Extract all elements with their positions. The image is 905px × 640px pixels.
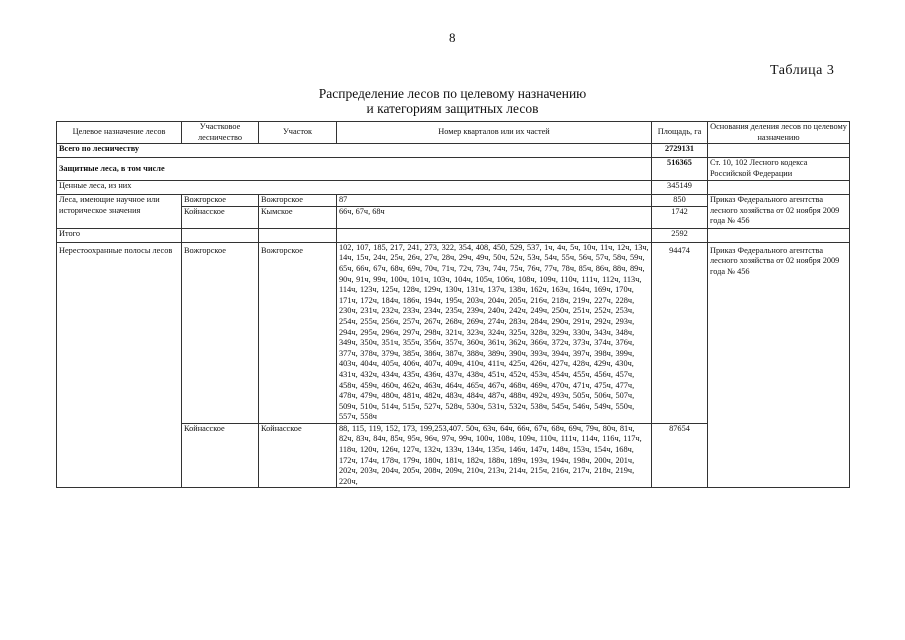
scientific-district-2: Койнасское xyxy=(182,206,259,228)
title-line-2: и категориям защитных лесов xyxy=(366,101,539,116)
valuable-area: 345149 xyxy=(652,181,708,195)
table-title xyxy=(0,86,905,116)
header-district: Участковое лесничество xyxy=(182,122,259,144)
spawning-area-2: 87654 xyxy=(652,423,708,488)
row-total xyxy=(57,144,850,158)
spawning-site-2: Койнасское xyxy=(259,423,337,488)
subtotal-area: 2592 xyxy=(652,228,708,242)
scientific-quarters-1: 87 xyxy=(337,195,652,207)
spawning-site-1: Вожгорское xyxy=(259,242,337,423)
scientific-label: Леса, имеющие научное или историческое значения xyxy=(57,195,182,229)
spawning-district-2: Койнасское xyxy=(182,423,259,488)
header-purpose: Целевое назначение лесов xyxy=(57,122,182,144)
header-area: Площадь, га xyxy=(652,122,708,144)
header-site: Участок xyxy=(259,122,337,144)
spawning-district-1: Вожгорское xyxy=(182,242,259,423)
scientific-area-2: 1742 xyxy=(652,206,708,228)
header-row xyxy=(57,122,850,144)
scientific-quarters-2: 66ч, 67ч, 68ч xyxy=(337,206,652,228)
row-spawning-1 xyxy=(57,242,850,423)
title-line-1: Распределение лесов по целевому назначению xyxy=(318,86,587,101)
header-basis: Основания деления лесов по целевому назначению xyxy=(708,122,850,144)
protective-label: Защитные леса, в том числе xyxy=(57,158,652,181)
spawning-area-1: 94474 xyxy=(652,242,708,423)
row-scientific-1 xyxy=(57,195,850,207)
scientific-site-1: Вожгорское xyxy=(259,195,337,207)
row-valuable xyxy=(57,181,850,195)
row-protective xyxy=(57,158,850,181)
spawning-basis: Приказ Федерального агентства лесного хозяйства от 02 ноября 2009 года № 456 xyxy=(708,242,850,488)
subtotal-label: Итого xyxy=(57,228,182,242)
scientific-site-2: Кымское xyxy=(259,206,337,228)
valuable-label: Ценные леса, из них xyxy=(57,181,652,195)
row-subtotal xyxy=(57,228,850,242)
page-number: 8 xyxy=(449,30,456,45)
table-label: Таблица 3 xyxy=(770,63,835,78)
scientific-basis: Приказ Федерального агентства лесного хозяйства от 02 ноября 2009 года № 456 xyxy=(708,195,850,229)
total-area: 2729131 xyxy=(652,144,708,158)
protective-basis: Ст. 10, 102 Лесного кодекса Российской Федерации xyxy=(708,158,850,181)
protective-area: 516365 xyxy=(652,158,708,181)
spawning-quarters-1: 102, 107, 185, 217, 241, 273, 322, 354, 408, 450, 529, 537, 1ч, 4ч, 5ч, 10ч, 11ч, 12ч, 13ч, 14ч, 15ч, 24ч, 25ч, 26ч, 27ч, 28ч, 29ч, 49ч, 50ч, 52ч, 53ч, 54ч, 55ч, 56ч, 57ч, 58ч, 59ч, 65ч, 66ч, 67ч, 68ч, 69ч, 70ч, 71ч, 72ч, 73ч, 74ч, 75ч, 76ч, 77ч, 78ч, 85ч, 86ч, 88ч, 89ч, 90ч, 91ч, 99ч, 100ч, 101ч, 103ч, 104ч, 105ч, 106ч, 108ч, 109ч, 110ч, 111ч, 112ч, 113ч, 114ч, 123ч, 125ч, 128ч, 129ч, 130ч, 131ч, 137ч, 138ч, 162ч, 163ч, 164ч, 169ч, 170ч, 171ч, 172ч, 184ч, 186ч, 194ч, 195ч, 203ч, 204ч, 205ч, 216ч, 218ч, 219ч, 227ч, 228ч, 230ч, 231ч, 232ч, 233ч, 234ч, 235ч, 239ч, 240ч, 242ч, 249ч, 250ч, 251ч, 252ч, 253ч, 254ч, 255ч, 256ч, 257ч, 267ч, 268ч, 269ч, 274ч, 283ч, 284ч, 290ч, 291ч, 292ч, 293ч, 294ч, 295ч, 296ч, 297ч, 298ч, 321ч, 323ч, 324ч, 325ч, 328ч, 329ч, 330ч, 343ч, 348ч, 349ч, 350ч, 351ч, 355ч, 356ч, 357ч, 360ч, 361ч, 362ч, 366ч, 372ч, 373ч, 374ч, 376ч, 377ч, 378ч, 379ч, 385ч, 386ч, 387ч, 388ч, 389ч, 390ч, 393ч, 394ч, 397ч, 398ч, 399ч, 403ч, 404ч, 405ч, 406ч, 407ч, 409ч, 410ч, 411ч, 425ч, 426ч, 427ч, 428ч, 429ч, 430ч, 431ч, 432ч, 434ч, 435ч, 436ч, 437ч, 438ч, 451ч, 452ч, 453ч, 454ч, 455ч, 456ч, 457ч, 458ч, 459ч, 460ч, 462ч, 463ч, 464ч, 465ч, 467ч, 468ч, 469ч, 470ч, 471ч, 475ч, 477ч, 478ч, 479ч, 480ч, 481ч, 482ч, 483ч, 484ч, 487ч, 488ч, 492ч, 493ч, 505ч, 506ч, 507ч, 509ч, 510ч, 514ч, 515ч, 527ч, 528ч, 530ч, 531ч, 532ч, 538ч, 545ч, 546ч, 549ч, 550ч, 557ч, 558ч xyxy=(337,242,652,423)
scientific-area-1: 850 xyxy=(652,195,708,207)
spawning-label: Нерестоохранные полосы лесов xyxy=(57,242,182,488)
spawning-quarters-2: 88, 115, 119, 152, 173, 199,253,407. 50ч, 63ч, 64ч, 66ч, 67ч, 68ч, 69ч, 79ч, 80ч, 81ч, 82ч, 83ч, 84ч, 85ч, 95ч, 96ч, 97ч, 99ч, 100ч, 108ч, 109ч, 110ч, 111ч, 114ч, 116ч, 117ч, 118ч, 120ч, 126ч, 127ч, 132ч, 133ч, 134ч, 135ч, 146ч, 147ч, 148ч, 153ч, 154ч, 168ч, 172ч, 174ч, 178ч, 179ч, 180ч, 181ч, 182ч, 188ч, 189ч, 193ч, 194ч, 198ч, 200ч, 201ч, 202ч, 203ч, 204ч, 205ч, 208ч, 209ч, 210ч, 213ч, 214ч, 215ч, 216ч, 217ч, 218ч, 219ч, 220ч, xyxy=(337,423,652,488)
header-quarters: Номер кварталов или их частей xyxy=(337,122,652,144)
total-label: Всего по лесничеству xyxy=(57,144,652,158)
scientific-district-1: Вожгорское xyxy=(182,195,259,207)
forest-distribution-table xyxy=(56,121,850,488)
